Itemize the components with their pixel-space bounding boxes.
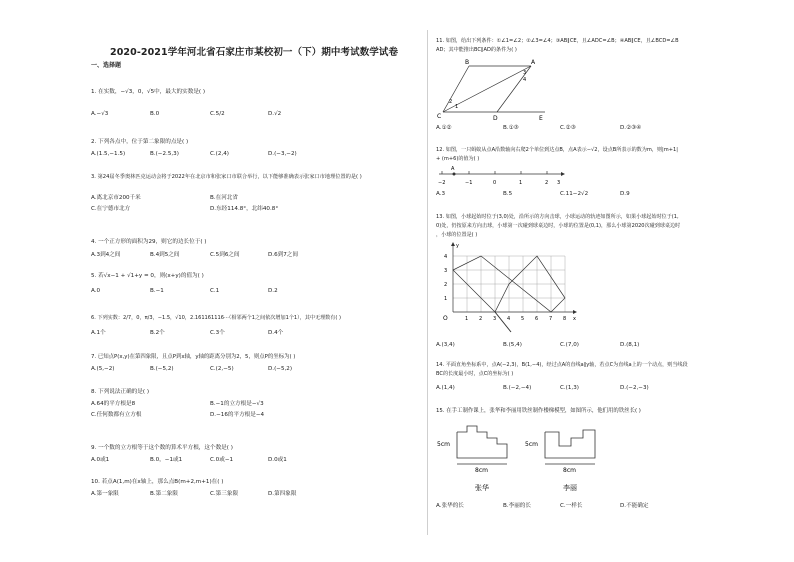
- question-6: 6. 下列实数：2/7，0，π/3，−1.5，√10，2.161161116···（相邻两个1之间依次增加1个1），其中无理数有( ): [91, 315, 341, 321]
- option-15d[interactable]: D.不能确定: [620, 503, 649, 509]
- x-axis-label: x: [573, 316, 576, 322]
- right-column: [397, 0, 794, 562]
- label-a: A: [531, 59, 536, 66]
- option-7a[interactable]: A.(5,−2): [91, 366, 115, 372]
- option-2b[interactable]: B.(−2.5,3): [150, 151, 179, 157]
- question-1: 1. 在实数，−√3，0，√5中，最大的实数是( ): [91, 89, 206, 95]
- number-line-figure: [436, 164, 566, 186]
- question-12-line1: 12. 如图，一只蚂蚁从点A沿数轴向右爬2个单位到达点B，点A表示−√2，设点B所表示的数为m，则|m+1|: [436, 147, 678, 153]
- option-15c[interactable]: C.一样长: [560, 503, 583, 509]
- option-4c[interactable]: C.5到6之间: [210, 252, 240, 258]
- question-13-line1: 13. 如图，小球起始时位于(3,0)处，沿所示的方向击球，小球运动的轨迹如图所示，如果小球起始时位于(1,: [436, 214, 679, 220]
- y-tick-4: 4: [444, 254, 448, 260]
- option-8a[interactable]: A.64的平方根是8: [91, 401, 136, 407]
- option-14c[interactable]: C.(1,3): [560, 385, 579, 391]
- option-12b[interactable]: B.5: [503, 191, 513, 197]
- option-10b[interactable]: B.第二象限: [150, 491, 178, 497]
- question-9: 9. 一个数的立方根等于这个数的算术平方根，这个数是( ): [91, 445, 233, 451]
- angle-1-label: 1: [455, 104, 459, 110]
- option-13d[interactable]: D.(8,1): [620, 342, 640, 348]
- tick-neg2: −2: [438, 180, 446, 186]
- angle-4-label: 4: [523, 77, 527, 83]
- option-6a[interactable]: A.1个: [91, 330, 106, 336]
- option-9c[interactable]: C.0或−1: [210, 457, 234, 463]
- question-12-line2: + (m+6)的值为( ): [436, 156, 480, 162]
- option-7c[interactable]: C.(2,−5): [210, 366, 234, 372]
- question-11-line1: 11. 如图，给出下列条件：①∠1=∠2；②∠3=∠4；③AB∥CE，且∠ADC=∠B；④AB∥CE，且∠BCD=∠B: [436, 38, 679, 44]
- question-5: 5. 若√x−1 + √1+y = 0，则(x+y)的值为( ): [91, 273, 204, 279]
- point-a-label: A: [451, 166, 455, 172]
- x-tick-2: 2: [479, 316, 483, 322]
- option-3d[interactable]: D.东经114.8°，北纬40.8°: [210, 206, 279, 212]
- option-9b[interactable]: B.0，−1或1: [150, 457, 183, 463]
- option-11b[interactable]: B.①③: [503, 125, 519, 131]
- x-tick-3: 3: [493, 316, 497, 322]
- option-15b[interactable]: B.李丽的长: [503, 503, 531, 509]
- angle-3-label: 3: [523, 70, 527, 76]
- option-7b[interactable]: B.(−5,2): [150, 366, 174, 372]
- option-15a[interactable]: A.张华的长: [436, 503, 464, 509]
- option-10d[interactable]: D.第四象限: [268, 491, 297, 497]
- option-2a[interactable]: A.(1.5,−1.5): [91, 151, 126, 157]
- question-8: 8. 下列说法正确的是( ): [91, 389, 150, 395]
- name-lili: 李丽: [563, 484, 577, 492]
- option-8c[interactable]: C.任何数都有立方根: [91, 412, 142, 418]
- staircase-figure: [437, 424, 627, 496]
- option-4d[interactable]: D.6到7之间: [268, 252, 298, 258]
- option-8d[interactable]: D.−16的平方根是−4: [210, 412, 265, 418]
- option-11a[interactable]: A.①②: [436, 125, 452, 131]
- option-12c[interactable]: C.11−2√2: [560, 191, 589, 197]
- option-1d[interactable]: D.√2: [268, 111, 282, 117]
- option-4a[interactable]: A.3到4之间: [91, 252, 121, 258]
- tick-1: 1: [519, 180, 523, 186]
- option-1a[interactable]: A.−√3: [91, 111, 109, 117]
- option-1c[interactable]: C.5/2: [210, 111, 225, 117]
- option-9d[interactable]: D.0或1: [268, 457, 287, 463]
- option-2c[interactable]: C.(2,4): [210, 151, 229, 157]
- angle-2-label: 2: [449, 99, 453, 105]
- option-1b[interactable]: B.0: [150, 111, 160, 117]
- question-13-line3: ，小球的位置是( ): [436, 232, 478, 238]
- option-6c[interactable]: C.3个: [210, 330, 225, 336]
- option-3a[interactable]: A.离北京市200千米: [91, 195, 141, 201]
- page-title: 2020-2021学年河北省石家庄市某校初一（下）期中考试数学试卷: [110, 47, 399, 58]
- option-4b[interactable]: B.4到5之间: [150, 252, 180, 258]
- option-5a[interactable]: A.0: [91, 288, 101, 294]
- question-14-line1: 14. 平面直角坐标系中，点A(−2,3)，B(1,−4)，经过点A的直线a∥y轴，若点C为直线a上的一个动点，则当线段: [436, 362, 688, 368]
- tick-0: 0: [493, 180, 497, 186]
- x-tick-6: 6: [535, 316, 539, 322]
- option-11d[interactable]: D.②③④: [620, 125, 642, 131]
- y-tick-2: 2: [444, 282, 448, 288]
- x-tick-8: 8: [563, 316, 567, 322]
- height-label-2: 5cm: [525, 441, 538, 448]
- x-tick-4: 4: [507, 316, 511, 322]
- option-2d[interactable]: D.(−3,−2): [268, 151, 297, 157]
- width-label-1: 8cm: [475, 467, 488, 474]
- question-11-line2: AD；其中能推出BC∥AD的条件为( ): [436, 47, 517, 53]
- name-zhanghua: 张华: [475, 484, 489, 492]
- tick-neg1: −1: [465, 180, 473, 186]
- option-5c[interactable]: C.1: [210, 288, 220, 294]
- question-4: 4. 一个正方形的面积为29，则它的边长位于( ): [91, 239, 207, 245]
- option-6b[interactable]: B.2个: [150, 330, 165, 336]
- question-15: 15. 在手工制作课上，张华和李丽用铁丝制作楼梯模型，如图所示，他们用的铁丝长( ): [436, 408, 641, 414]
- x-tick-7: 7: [549, 316, 553, 322]
- option-14a[interactable]: A.(1,4): [436, 385, 455, 391]
- option-9a[interactable]: A.0或1: [91, 457, 110, 463]
- y-tick-3: 3: [444, 268, 448, 274]
- label-b: B: [465, 59, 470, 66]
- height-label-1: 5cm: [437, 441, 450, 448]
- label-c: C: [437, 113, 442, 120]
- option-5b[interactable]: B.−1: [150, 288, 164, 294]
- option-12d[interactable]: D.9: [620, 191, 630, 197]
- question-7: 7. 已知点P(x,y)在第四象限，且点P到x轴，y轴的距离分别为2，5，则点P的坐标为( ): [91, 354, 296, 360]
- tick-3: 3: [557, 180, 561, 186]
- option-10a[interactable]: A.第一象限: [91, 491, 119, 497]
- option-3c[interactable]: C.在宁德市北方: [91, 206, 131, 212]
- option-14b[interactable]: B.(−2,−4): [503, 385, 532, 391]
- option-14d[interactable]: D.(−2,−3): [620, 385, 649, 391]
- question-13-line2: 0)处，仍按原来方向击球，小球第一次碰到球桌边时，小球的位置是(0,1)，那么小球第2020次碰到球桌边时: [436, 223, 681, 229]
- billiard-grid-figure: [439, 242, 579, 342]
- question-2: 2. 下列各点中，位于第二象限的点是( ): [91, 139, 189, 145]
- y-axis-label: y: [456, 243, 459, 249]
- label-d: D: [493, 115, 498, 122]
- question-10: 10. 若点A(1,m)在x轴上，那么点B(m+2,m+1)在( ): [91, 479, 224, 485]
- option-7d[interactable]: D.(−5,2): [268, 366, 293, 372]
- option-10c[interactable]: C.第三象限: [210, 491, 239, 497]
- question-3: 3. 第24届冬季奥林匹克运动会将于2022年在北京市和张家口市联合举行，以下能够准确表示张家口市地理位置的是( ): [91, 174, 362, 180]
- x-tick-5: 5: [521, 316, 525, 322]
- section-heading: 一、选择题: [91, 62, 122, 69]
- y-tick-1: 1: [444, 296, 448, 302]
- width-label-2: 8cm: [563, 467, 576, 474]
- question-14-line2: BC的长度最小时，点C的坐标为( ): [436, 371, 514, 377]
- origin-label: O: [443, 315, 448, 322]
- option-3b[interactable]: B.在河北省: [210, 195, 238, 201]
- parallelogram-figure: [435, 56, 547, 122]
- option-13b[interactable]: B.(5,4): [503, 342, 522, 348]
- label-e: E: [539, 115, 543, 122]
- option-5d[interactable]: D.2: [268, 288, 278, 294]
- option-8b[interactable]: B.−1的立方根是−√3: [210, 401, 264, 407]
- option-6d[interactable]: D.4个: [268, 330, 284, 336]
- option-13c[interactable]: C.(7,0): [560, 342, 579, 348]
- option-12a[interactable]: A.3: [436, 191, 446, 197]
- option-13a[interactable]: A.(3,4): [436, 342, 455, 348]
- tick-2: 2: [545, 180, 549, 186]
- option-11c[interactable]: C.②③: [560, 125, 576, 131]
- x-tick-1: 1: [465, 316, 469, 322]
